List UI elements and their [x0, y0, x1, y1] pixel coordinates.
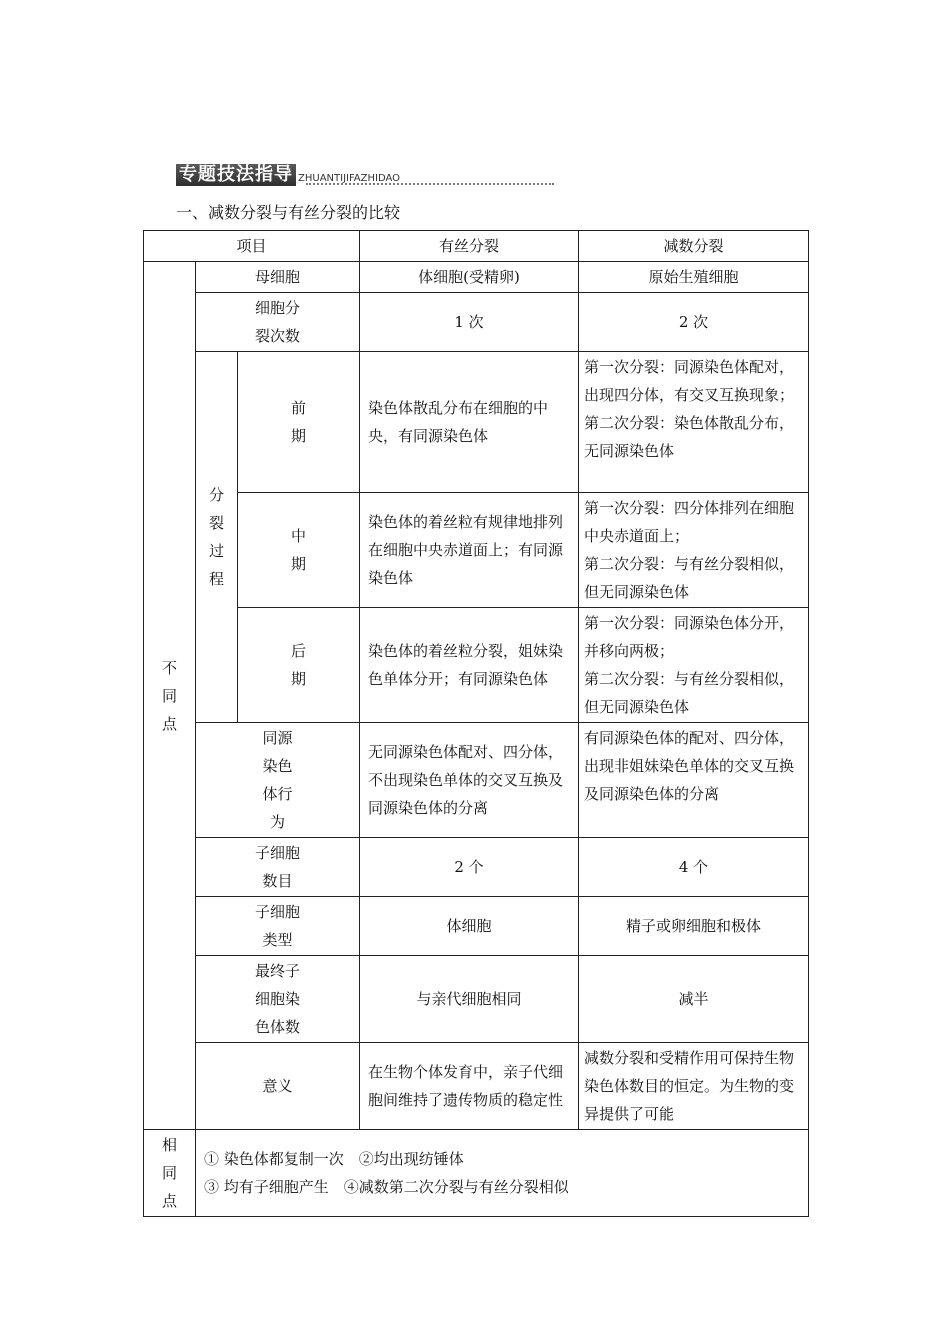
cell-meiosis-prophase: 第一次分裂：同源染色体配对，出现四分体，有交叉互换现象； 第二次分裂：染色体散乱分布，无同源染色体: [579, 352, 809, 493]
cell-mitosis-division-count: 1 次: [360, 293, 579, 352]
header-mitosis: 有丝分裂: [360, 231, 579, 262]
table-header-row: [144, 231, 809, 262]
table-row: [144, 493, 809, 608]
cell-mitosis-metaphase: 染色体的着丝粒有规律地排列在细胞中央赤道面上；有同源染色体: [360, 493, 579, 608]
table-row: [144, 956, 809, 1043]
comparison-table: [143, 230, 809, 1217]
table-row: [144, 262, 809, 293]
cell-meiosis-significance: 减数分裂和受精作用可保持生物染色体数目的恒定。为生物的变异提供了可能: [579, 1043, 809, 1130]
row-label-mother-cell: 母细胞: [196, 262, 360, 293]
header-item: 项目: [144, 231, 360, 262]
cell-mitosis-daughter-type: 体细胞: [360, 897, 579, 956]
table-row: [144, 352, 809, 493]
cell-mitosis-daughter-count: 2 个: [360, 838, 579, 897]
group-same-points: 相 同 点: [144, 1130, 196, 1217]
cell-mitosis-anaphase: 染色体的着丝粒分裂，姐妹染色单体分开；有同源染色体: [360, 608, 579, 723]
section-title: 一、减数分裂与有丝分裂的比较: [176, 203, 401, 222]
cell-meiosis-daughter-type: 精子或卵细胞和极体: [579, 897, 809, 956]
table-row: [144, 1043, 809, 1130]
cell-mitosis-mother-cell: 体细胞(受精卵): [360, 262, 579, 293]
row-label-daughter-type: 子细胞 类型: [196, 897, 360, 956]
row-label-metaphase: 中 期: [238, 493, 360, 608]
table-row: [144, 838, 809, 897]
banner-pinyin: ZHUANTIJIFAZHIDAO: [298, 173, 401, 184]
row-label-anaphase: 后 期: [238, 608, 360, 723]
cell-mitosis-chromosome-count: 与亲代细胞相同: [360, 956, 579, 1043]
table-row: [144, 723, 809, 838]
group-division-process: 分 裂 过 程: [196, 352, 238, 723]
table-row: [144, 293, 809, 352]
cell-meiosis-chromosome-count: 减半: [579, 956, 809, 1043]
cell-meiosis-anaphase: 第一次分裂：同源染色体分开，并移向两极； 第二次分裂：与有丝分裂相似，但无同源染色体: [579, 608, 809, 723]
row-label-significance: 意义: [196, 1043, 360, 1130]
cell-meiosis-division-count: 2 次: [579, 293, 809, 352]
row-label-prophase: 前 期: [238, 352, 360, 493]
table-row: [144, 608, 809, 723]
cell-meiosis-homolog-behavior: 有同源染色体的配对、四分体，出现非姐妹染色单体的交叉互换及同源染色体的分离: [579, 723, 809, 838]
cell-meiosis-mother-cell: 原始生殖细胞: [579, 262, 809, 293]
cell-meiosis-daughter-count: 4 个: [579, 838, 809, 897]
cell-same-points: ① 染色体都复制一次 ②均出现纺锤体 ③ 均有子细胞产生 ④减数第二次分裂与有丝分裂相似: [196, 1130, 809, 1217]
row-label-chromosome-count: 最终子 细胞染 色体数: [196, 956, 360, 1043]
group-different-points: 不 同 点: [144, 262, 196, 1130]
cell-mitosis-prophase: 染色体散乱分布在细胞的中央，有同源染色体: [360, 352, 579, 493]
cell-mitosis-significance: 在生物个体发育中，亲子代细胞间维持了遗传物质的稳定性: [360, 1043, 579, 1130]
cell-meiosis-metaphase: 第一次分裂：四分体排列在细胞中央赤道面上； 第二次分裂：与有丝分裂相似，但无同源染色体: [579, 493, 809, 608]
header-meiosis: 减数分裂: [579, 231, 809, 262]
table-row: [144, 897, 809, 956]
row-label-homolog-behavior: 同源 染色 体行 为: [196, 723, 360, 838]
cell-mitosis-homolog-behavior: 无同源染色体配对、四分体，不出现染色单体的交叉互换及同源染色体的分离: [360, 723, 579, 838]
row-label-daughter-count: 子细胞 数目: [196, 838, 360, 897]
table-row-same-points: [144, 1130, 809, 1217]
row-label-division-count: 细胞分 裂次数: [196, 293, 360, 352]
banner-divider: [306, 183, 554, 185]
banner-label: 专题技法指导: [176, 164, 296, 186]
